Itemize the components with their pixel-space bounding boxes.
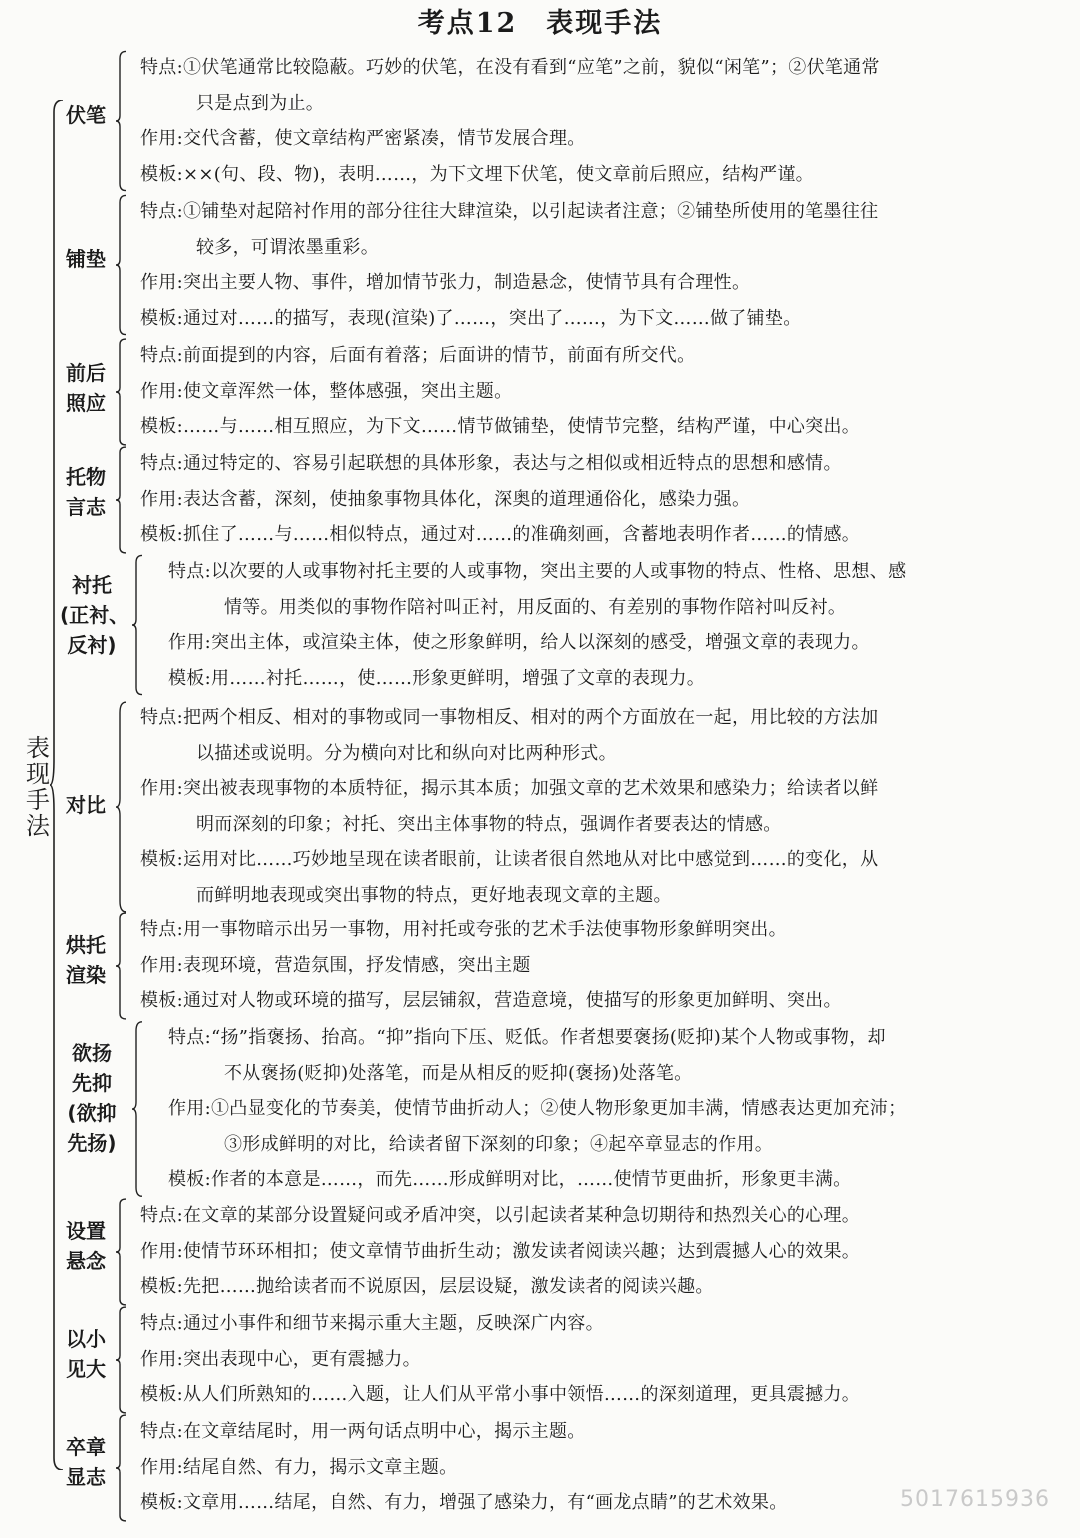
entry-label: 模板: xyxy=(140,1492,183,1513)
entry-row xyxy=(140,1414,1070,1450)
entry-label: 模板: xyxy=(140,1384,183,1405)
root-label: 表 现 手 法 xyxy=(26,734,50,840)
entry-row xyxy=(140,446,1070,482)
entry-text: 在文章结尾时，用一两句话点明中心，揭示主题。 xyxy=(182,1421,586,1442)
entry-label: 特点: xyxy=(140,1421,183,1442)
entry-row-continued xyxy=(140,807,1070,843)
section-4 xyxy=(60,446,1070,554)
entry-row xyxy=(140,301,1070,337)
section-9 xyxy=(60,1198,1070,1306)
section-10 xyxy=(60,1306,1070,1414)
section-brace xyxy=(116,50,126,192)
entry-text: 把两个相反、相对的事物或同一事物相反、相对的两个方面放在一起，用比较的方法加 xyxy=(182,707,879,728)
entry-text: 突出被表现事物的本质特征，揭示其本质；加强文章的艺术效果和感染力；给读者以鲜 xyxy=(182,778,879,799)
section-1 xyxy=(60,50,1070,192)
section-brace xyxy=(116,194,126,336)
entry-label: 作用: xyxy=(168,1098,211,1119)
entry-row-continued xyxy=(168,590,1070,626)
entry-text: 交代含蓄，使文章结构严密紧凑，情节发展合理。 xyxy=(182,128,586,149)
section-brace xyxy=(116,912,126,1020)
entry-text: 使文章浑然一体，整体感强，突出主题。 xyxy=(182,380,513,402)
entry-label: 模板: xyxy=(140,849,183,870)
entry-row xyxy=(140,912,1070,948)
entry-row xyxy=(140,194,1070,230)
section-brace xyxy=(132,1020,142,1198)
entry-row xyxy=(140,157,1070,193)
entry-text: 通过对……的描写，表现(渲染)了……，突出了……，为下文……做了铺垫。 xyxy=(182,307,802,329)
section-8 xyxy=(60,1020,1070,1198)
entry-label: 模板: xyxy=(140,1276,183,1297)
entry-row xyxy=(168,554,1070,590)
entry-row xyxy=(140,771,1070,807)
entry-label: 特点: xyxy=(140,1205,183,1226)
entry-row xyxy=(140,409,1070,445)
entry-row xyxy=(140,842,1070,878)
entry-label: 作用: xyxy=(140,1240,183,1262)
entry-text: 在文章的某部分设置疑问或矛盾冲突，以引起读者某种急切期待和热烈关心的心理。 xyxy=(182,1205,861,1226)
entry-label: 特点: xyxy=(140,453,183,474)
entry-row xyxy=(140,1377,1070,1413)
entry-label: 特点: xyxy=(140,57,183,78)
entry-row xyxy=(140,1342,1070,1378)
entry-row xyxy=(140,482,1070,518)
entry-row xyxy=(168,1162,1070,1198)
section-brace xyxy=(116,700,126,914)
entry-row xyxy=(168,661,1070,697)
entry-text: 通过小事件和细节来揭示重大主题，反映深广内容。 xyxy=(182,1313,604,1334)
section-brace xyxy=(132,554,142,696)
section-name: 托物 言志 xyxy=(66,465,106,519)
entry-label: 模板: xyxy=(140,990,183,1011)
entry-label: 特点: xyxy=(140,345,183,366)
entry-text: 表达含蓄，深刻，使抽象事物具体化，深奥的道理通俗化，感染力强。 xyxy=(182,488,751,510)
entry-row xyxy=(140,983,1070,1019)
section-name: 卒章 显志 xyxy=(66,1435,106,1489)
entry-row xyxy=(140,1269,1070,1305)
entry-text: ①铺垫对起陪衬作用的部分往往大肆渲染，以引起读者注意；②铺垫所使用的笔墨往往 xyxy=(182,201,879,222)
entry-row xyxy=(140,374,1070,410)
entry-label: 特点: xyxy=(168,1027,211,1048)
entry-label: 特点: xyxy=(140,707,183,728)
entry-label: 模板: xyxy=(140,307,183,329)
entry-text: 而鲜明地表现或突出事物的特点，更好地表现文章的主题。 xyxy=(196,884,672,906)
entry-label: 模板: xyxy=(140,524,183,545)
entry-text: 前面提到的内容，后面有着落；后面讲的情节，前面有所交代。 xyxy=(182,345,696,366)
entry-label: 作用: xyxy=(140,488,183,510)
section-name: 欲扬 先抑 (欲抑 先扬) xyxy=(67,1041,117,1155)
entry-text: 表现环境，营造氛围，抒发情感，突出主题 xyxy=(182,954,531,976)
entry-row xyxy=(140,1234,1070,1270)
section-7 xyxy=(60,912,1070,1020)
entry-row xyxy=(140,948,1070,984)
entry-label: 特点: xyxy=(140,919,183,940)
entry-label: 作用: xyxy=(140,1348,183,1370)
entry-text: 先把……抛给读者而不说原因，层层设疑，激发读者的阅读兴趣。 xyxy=(182,1276,714,1297)
entry-label: 特点: xyxy=(140,1313,183,1334)
entry-row xyxy=(140,1450,1070,1486)
entry-text: 抓住了……与……相似特点，通过对……的准确刻画，含蓄地表明作者……的情感。 xyxy=(182,524,861,545)
section-brace xyxy=(116,338,126,446)
entry-row xyxy=(140,50,1070,86)
entry-label: 模板: xyxy=(168,1169,211,1190)
section-name: 前后 照应 xyxy=(66,361,106,415)
entry-text: 突出表现中心，更有震撼力。 xyxy=(182,1348,421,1370)
entry-text: 文章用……结尾，自然、有力，增强了感染力，有“画龙点睛”的艺术效果。 xyxy=(182,1492,788,1513)
section-5 xyxy=(60,554,1070,696)
entry-row xyxy=(168,1091,1070,1127)
section-name: 烘托 渲染 xyxy=(66,933,106,987)
entry-row-continued xyxy=(168,1056,1070,1092)
section-6 xyxy=(60,700,1070,914)
entry-text: ①凸显变化的节奏美，使情节曲折动人；②使人物形象更加丰满，情感表达更加充沛； xyxy=(210,1098,907,1119)
entry-row xyxy=(168,625,1070,661)
entry-text: 明而深刻的印象；衬托、突出主体事物的特点，强调作者要表达的情感。 xyxy=(196,813,782,835)
entry-row xyxy=(140,517,1070,553)
entry-label: 特点: xyxy=(168,561,211,582)
entry-row xyxy=(168,1020,1070,1056)
entry-text: 突出主要人物、事件，增加情节张力，制造悬念，使情节具有合理性。 xyxy=(182,272,751,293)
entry-text: ①伏笔通常比较隐蔽。巧妙的伏笔，在没有看到“应笔”之前，貌似“闲笔”；②伏笔通常 xyxy=(182,57,880,78)
section-name: 铺垫 xyxy=(66,247,106,271)
entry-text: 较多，可谓浓墨重彩。 xyxy=(196,236,379,258)
entry-label: 模板: xyxy=(168,667,211,689)
entry-label: 作用: xyxy=(140,778,183,799)
entry-label: 模板: xyxy=(140,163,183,185)
entry-row-continued xyxy=(168,1127,1070,1163)
entry-text: 用一事物暗示出另一事物，用衬托或夸张的艺术手法使事物形象鲜明突出。 xyxy=(182,919,787,940)
section-brace xyxy=(116,1414,126,1522)
entry-text: 以描述或说明。分为横向对比和纵向对比两种形式。 xyxy=(196,742,617,764)
section-brace xyxy=(116,1198,126,1306)
entry-text: “扬”指褒扬、抬高。“抑”指向下压、贬低。作者想要褒扬(贬抑)某个人物或事物，却 xyxy=(210,1027,886,1048)
page-title: 考点12 表现手法 xyxy=(417,8,663,39)
entry-label: 作用: xyxy=(140,128,183,149)
entry-label: 模板: xyxy=(140,416,183,437)
section-name: 伏笔 xyxy=(66,103,106,127)
entry-label: 作用: xyxy=(140,954,183,976)
entry-row-continued xyxy=(140,736,1070,772)
entry-text: 结尾自然、有力，揭示文章主题。 xyxy=(182,1456,458,1478)
entry-text: 不从褒扬(贬抑)处落笔，而是从相反的贬抑(褒扬)处落笔。 xyxy=(224,1062,693,1084)
watermark: 5017615936 xyxy=(900,1487,1050,1512)
entry-text: 通过特定的、容易引起联想的具体形象，表达与之相似或相近特点的思想和感情。 xyxy=(182,453,842,474)
entry-row-continued xyxy=(140,86,1070,122)
entry-row xyxy=(140,338,1070,374)
entry-text: ……与……相互照应，为下文……情节做铺垫，使情节完整，结构严谨，中心突出。 xyxy=(182,416,861,437)
entry-text: 用……衬托……，使……形象更鲜明，增强了文章的表现力。 xyxy=(210,667,706,689)
entry-row-continued xyxy=(140,230,1070,266)
section-3 xyxy=(60,338,1070,446)
entry-text: ××(句、段、物)，表明……，为下文埋下伏笔，使文章前后照应，结构严谨。 xyxy=(182,163,814,185)
entry-text: 以次要的人或事物衬托主要的人或事物，突出主要的人或事物的特点、性格、思想、感 xyxy=(210,561,907,582)
entry-row-continued xyxy=(140,878,1070,914)
section-name: 对比 xyxy=(66,793,106,817)
entry-label: 作用: xyxy=(140,272,183,293)
entry-text: 从人们所熟知的……入题，让人们从平常小事中领悟……的深刻道理，更具震撼力。 xyxy=(182,1384,861,1405)
entry-label: 作用: xyxy=(140,380,183,402)
section-name: 以小 见大 xyxy=(66,1327,106,1381)
section-brace xyxy=(116,446,126,554)
entry-label: 作用: xyxy=(140,1456,183,1478)
entry-row xyxy=(140,700,1070,736)
entry-text: 作者的本意是……，而先……形成鲜明对比，……使情节更曲折，形象更丰满。 xyxy=(210,1169,852,1190)
entry-text: ③形成鲜明的对比，给读者留下深刻的印象；④起卒章显志的作用。 xyxy=(224,1133,773,1155)
entry-text: 使情节环环相扣；使文章情节曲折生动；激发读者阅读兴趣；达到震撼人心的效果。 xyxy=(182,1240,861,1262)
entry-row xyxy=(140,121,1070,157)
entry-label: 特点: xyxy=(140,201,183,222)
entry-text: 通过对人物或环境的描写，层层铺叙，营造意境，使描写的形象更加鲜明、突出。 xyxy=(182,990,842,1011)
section-2 xyxy=(60,194,1070,336)
section-name: 衬托 (正衬、 反衬) xyxy=(60,573,130,657)
entry-row xyxy=(140,1306,1070,1342)
entry-text: 运用对比……巧妙地呈现在读者眼前，让读者很自然地从对比中感觉到……的变化，从 xyxy=(182,849,879,870)
entry-row xyxy=(140,1198,1070,1234)
section-brace xyxy=(116,1306,126,1414)
entry-text: 情等。用类似的事物作陪衬叫正衬，用反面的、有差别的事物作陪衬叫反衬。 xyxy=(224,596,847,618)
entry-text: 只是点到为止。 xyxy=(196,92,325,114)
entry-text: 突出主体，或渲染主体，使之形象鲜明，给人以深刻的感受，增强文章的表现力。 xyxy=(210,632,870,653)
entry-row xyxy=(140,265,1070,301)
entry-label: 作用: xyxy=(168,632,211,653)
section-name: 设置 悬念 xyxy=(66,1219,106,1273)
